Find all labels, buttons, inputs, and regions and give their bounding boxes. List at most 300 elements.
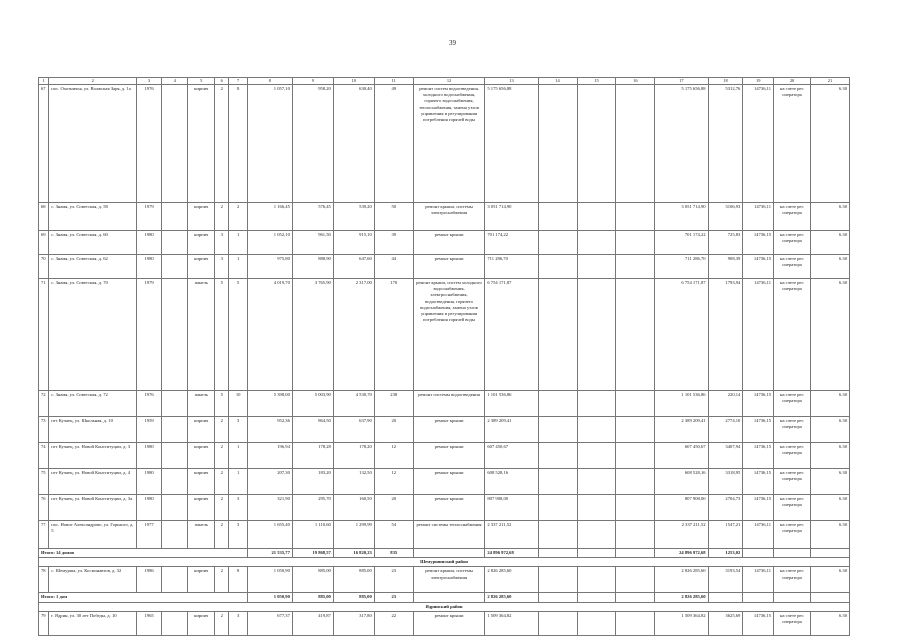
cell-fl: 2 (215, 567, 229, 593)
column-number: 11 (374, 78, 413, 85)
cell-c16 (616, 390, 655, 416)
column-number: 8 (247, 78, 292, 85)
empty-cell (538, 548, 577, 557)
empty-cell (577, 548, 616, 557)
cell-c15 (577, 611, 616, 635)
cell-acc: на счете рег. оператора (774, 494, 811, 520)
cell-lim: 14736,15 (743, 230, 774, 254)
cell-acc: на счете рег. оператора (774, 416, 811, 442)
cell-res: 44 (374, 254, 413, 278)
cell-cost: 1 509 364,82 (485, 611, 538, 635)
cell-spec: 2704,73 (708, 494, 743, 520)
cell-c14 (538, 468, 577, 494)
cell-no: 73 (39, 416, 49, 442)
cell-c15 (577, 520, 616, 548)
column-number: 3 (137, 78, 162, 85)
cell-year: 1977 (137, 520, 162, 548)
cell-a1: 207,30 (247, 468, 292, 494)
empty-cell (616, 548, 655, 557)
cell-c15 (577, 254, 616, 278)
cell-c4 (161, 494, 188, 520)
cell-addr: пос. Новое Александрово, ул. Горького, д. 5 (49, 520, 137, 548)
house-row (39, 230, 850, 254)
cell-mat: кирпич (188, 494, 215, 520)
house-row (39, 611, 850, 635)
total-a1: 21 535,77 (247, 548, 292, 557)
cell-spec: 3318,95 (708, 468, 743, 494)
column-number: 10 (333, 78, 374, 85)
cell-addr: с. Знамя, ул. Советская, д. 70 (49, 278, 137, 390)
cell-yr: 6.30 (810, 84, 849, 202)
cell-a3: 4 530,70 (333, 390, 374, 416)
total-a1: 1 050,90 (247, 593, 292, 602)
total-a3: 885,00 (333, 593, 374, 602)
cell-ent: 8 (229, 84, 247, 202)
cell-acc: на счете рег. оператора (774, 520, 811, 548)
cell-c14 (538, 494, 577, 520)
total-row (39, 593, 850, 602)
total-a2: 19 868,57 (292, 548, 333, 557)
cell-mat: кирпич (188, 84, 215, 202)
cell-ent: 1 (229, 442, 247, 468)
cell-res: 170 (374, 278, 413, 390)
cell-no: 67 (39, 84, 49, 202)
cell-acc: на счете рег. оператора (774, 230, 811, 254)
cell-fl: 2 (215, 494, 229, 520)
cell-c16 (616, 442, 655, 468)
column-number: 7 (229, 78, 247, 85)
district-name: Ядринский район (39, 602, 850, 611)
cell-no: 76 (39, 494, 49, 520)
cell-addr: с. Знамя, ул. Советская, д. 60 (49, 230, 137, 254)
cell-cost: 2 826 285,60 (485, 567, 538, 593)
cell-res: 54 (374, 520, 413, 548)
house-row (39, 468, 850, 494)
cell-a3: 915,10 (333, 230, 374, 254)
column-number: 18 (708, 78, 743, 85)
total-label: Итого: 14 домов (39, 548, 248, 557)
cell-fl: 3 (215, 230, 229, 254)
cell-c16 (616, 567, 655, 593)
cell-c15 (577, 494, 616, 520)
cell-a1: 952,36 (247, 416, 292, 442)
cell-addr: пгт Кузнец, ул. Школьная, д. 10 (49, 416, 137, 442)
column-number: 20 (774, 78, 811, 85)
cell-work: ремонт крыши, системы электроснабжения (413, 567, 485, 593)
cell-addr: пгт Кузнец, ул. Новой Конституции, д. 3а (49, 494, 137, 520)
total-total: 2 826 285,60 (655, 593, 708, 602)
cell-total: 807 908,00 (655, 494, 708, 520)
total-cost: 2 826 285,60 (485, 593, 538, 602)
total-a2: 885,00 (292, 593, 333, 602)
cell-a2: 183,20 (292, 468, 333, 494)
cell-a2: 885,00 (292, 567, 333, 593)
cell-c14 (538, 230, 577, 254)
column-number: 6 (215, 78, 229, 85)
cell-ent: 3 (229, 611, 247, 635)
cell-spec: 2774,10 (708, 416, 743, 442)
cell-c4 (161, 230, 188, 254)
cell-a3: 132,50 (333, 468, 374, 494)
cell-lim: 14736,15 (743, 416, 774, 442)
cell-a1: 4 019,70 (247, 278, 292, 390)
cell-cost: 2 389 209,41 (485, 416, 538, 442)
cell-no: 70 (39, 254, 49, 278)
cell-a1: 5 398,00 (247, 390, 292, 416)
cell-mat: кирпич (188, 230, 215, 254)
cell-a1: 1 057,10 (247, 84, 292, 202)
cell-total: 701 174,22 (655, 230, 708, 254)
cell-spec: 725,83 (708, 230, 743, 254)
cell-cost: 5 175 656,88 (485, 84, 538, 202)
cell-total: 608 528,16 (655, 468, 708, 494)
cell-year: 1979 (137, 278, 162, 390)
house-row (39, 84, 850, 202)
cell-a3: 178,20 (333, 442, 374, 468)
cell-cost: 3 051 714,90 (485, 202, 538, 230)
cell-a3: 539,20 (333, 202, 374, 230)
column-number: 2 (49, 78, 137, 85)
cell-res: 20 (374, 494, 413, 520)
cell-c14 (538, 416, 577, 442)
cell-c16 (616, 520, 655, 548)
cell-yr: 6.30 (810, 611, 849, 635)
cell-c4 (161, 202, 188, 230)
cell-fl: 2 (215, 416, 229, 442)
cell-c15 (577, 84, 616, 202)
cell-a2: 864,50 (292, 416, 333, 442)
cell-cost: 2 337 211,52 (485, 520, 538, 548)
district-header-row (39, 558, 850, 567)
house-row (39, 567, 850, 593)
cell-mat: кирпич (188, 202, 215, 230)
cell-c14 (538, 390, 577, 416)
cell-spec: 3407,94 (708, 442, 743, 468)
empty-cell (577, 593, 616, 602)
district-name: Шемуршинский район (39, 558, 850, 567)
cell-c16 (616, 468, 655, 494)
cell-addr: с. Знамя, ул. Советская, д. 62 (49, 254, 137, 278)
cell-c4 (161, 442, 188, 468)
cell-a1: 975,80 (247, 254, 292, 278)
cell-no: 79 (39, 611, 49, 635)
cell-spec: 5312,76 (708, 84, 743, 202)
cell-total: 2 337 211,52 (655, 520, 708, 548)
column-number: 13 (485, 78, 538, 85)
column-number: 15 (577, 78, 616, 85)
cell-a2: 961,50 (292, 230, 333, 254)
cell-c14 (538, 254, 577, 278)
cell-spec: 1547,21 (708, 520, 743, 548)
cell-work: ремонт крыши (413, 230, 485, 254)
cell-acc: на счете рег. оператора (774, 84, 811, 202)
cell-res: 50 (374, 202, 413, 230)
cell-a3: 885,00 (333, 567, 374, 593)
cell-c15 (577, 442, 616, 468)
cell-lim: 14736,15 (743, 494, 774, 520)
cell-year: 1976 (137, 390, 162, 416)
cell-work: ремонт крыши (413, 442, 485, 468)
cell-no: 68 (39, 202, 49, 230)
cell-total: 3 051 714,90 (655, 202, 708, 230)
cell-res: 39 (374, 230, 413, 254)
cell-acc: на счете рег. оператора (774, 442, 811, 468)
cell-a1: 1 166,45 (247, 202, 292, 230)
cell-res: 23 (374, 567, 413, 593)
house-row (39, 202, 850, 230)
column-number-row (39, 78, 850, 85)
cell-ent: 10 (229, 390, 247, 416)
cell-yr: 6.30 (810, 494, 849, 520)
total-res: 23 (374, 593, 413, 602)
cell-fl: 5 (215, 278, 229, 390)
cell-yr: 6.30 (810, 278, 849, 390)
cell-c4 (161, 611, 188, 635)
cell-a2: 178,28 (292, 442, 333, 468)
cell-lim: 14736,11 (743, 202, 774, 230)
cell-mat: кирпич (188, 567, 215, 593)
cell-ent: 1 (229, 468, 247, 494)
cell-a2: 958,20 (292, 84, 333, 202)
cell-year: 1986 (137, 567, 162, 593)
cell-lim: 14736,15 (743, 468, 774, 494)
cell-c15 (577, 416, 616, 442)
cell-lim: 14736,11 (743, 278, 774, 390)
cell-addr: пгт Кузнец, ул. Новой Конституции, д. 4 (49, 468, 137, 494)
total-label: Итого: 1 дом (39, 593, 248, 602)
cell-a2: 576,45 (292, 202, 333, 230)
total-res: 835 (374, 548, 413, 557)
cell-c14 (538, 278, 577, 390)
house-row (39, 442, 850, 468)
cell-work: ремонт крыши, систем холодного водоснабжения, электроснабжения, водоотведения, горячего водоснабжения, замена узлов управления и регулирования потребления горячей воды (413, 278, 485, 390)
cell-a1: 1 655,40 (247, 520, 292, 548)
cell-a1: 196,94 (247, 442, 292, 468)
cell-addr: с. Знамя, ул. Советская, д. 58 (49, 202, 137, 230)
house-row (39, 254, 850, 278)
cell-c14 (538, 84, 577, 202)
cell-c14 (538, 611, 577, 635)
cell-c14 (538, 567, 577, 593)
cell-mat: панель (188, 278, 215, 390)
district-header-row (39, 602, 850, 611)
cell-work: ремонт крыши (413, 468, 485, 494)
cell-c15 (577, 230, 616, 254)
cell-c16 (616, 84, 655, 202)
cell-mat: панель (188, 390, 215, 416)
cell-total: 1 509 364,82 (655, 611, 708, 635)
cell-acc: на счете рег. оператора (774, 567, 811, 593)
cell-lim: 14736,15 (743, 442, 774, 468)
cell-yr: 6.30 (810, 520, 849, 548)
cell-c16 (616, 230, 655, 254)
cell-fl: 3 (215, 254, 229, 278)
cell-yr: 6.30 (810, 390, 849, 416)
cell-year: 1979 (137, 202, 162, 230)
cell-work: ремонт системы теплоснабжения (413, 520, 485, 548)
total-row (39, 548, 850, 557)
cell-c14 (538, 520, 577, 548)
cell-total: 5 175 656,88 (655, 84, 708, 202)
cell-spec: 3193,54 (708, 567, 743, 593)
cell-total: 2 826 285,60 (655, 567, 708, 593)
cell-lim: 14736,11 (743, 520, 774, 548)
cell-no: 75 (39, 468, 49, 494)
cell-acc: на счете рег. оператора (774, 202, 811, 230)
cell-work: ремонт системы водоотведения (413, 390, 485, 416)
empty-cell (413, 548, 485, 557)
cell-fl: 2 (215, 84, 229, 202)
empty-cell (810, 548, 849, 557)
cell-c15 (577, 390, 616, 416)
cell-res: 238 (374, 390, 413, 416)
cell-work: ремонт крыши (413, 416, 485, 442)
cell-fl: 2 (215, 611, 229, 635)
cell-a3: 647,60 (333, 254, 374, 278)
cell-ent: 5 (229, 278, 247, 390)
cell-fl: 2 (215, 202, 229, 230)
cell-yr: 6.30 (810, 567, 849, 593)
total-cost: 24 896 972,68 (485, 548, 538, 557)
cell-c16 (616, 416, 655, 442)
cell-a1: 321,90 (247, 494, 292, 520)
cell-c4 (161, 567, 188, 593)
cell-year: 1959 (137, 416, 162, 442)
cell-a3: 317,80 (333, 611, 374, 635)
cell-a3: 2 317,00 (333, 278, 374, 390)
cell-no: 69 (39, 230, 49, 254)
cell-yr: 6.30 (810, 230, 849, 254)
house-row (39, 494, 850, 520)
cell-year: 1980 (137, 442, 162, 468)
cell-cost: 807 908,00 (485, 494, 538, 520)
cell-res: 22 (374, 611, 413, 635)
cell-lim: 14736,15 (743, 611, 774, 635)
cell-c15 (577, 468, 616, 494)
cell-acc: на счете рег. оператора (774, 254, 811, 278)
cell-mat: кирпич (188, 254, 215, 278)
cell-ent: 3 (229, 494, 247, 520)
cell-c15 (577, 202, 616, 230)
cell-c14 (538, 442, 577, 468)
cell-work: ремонт крыши (413, 494, 485, 520)
cell-fl: 5 (215, 390, 229, 416)
cell-yr: 6.30 (810, 254, 849, 278)
cell-acc: на счете рег. оператора (774, 278, 811, 390)
cell-c16 (616, 611, 655, 635)
cell-a2: 295,70 (292, 494, 333, 520)
repair-program-table (38, 77, 850, 636)
cell-cost: 711 286,70 (485, 254, 538, 278)
cell-a2: 888,90 (292, 254, 333, 278)
cell-c4 (161, 416, 188, 442)
cell-no: 71 (39, 278, 49, 390)
cell-cost: 6 754 171,87 (485, 278, 538, 390)
cell-work: ремонт крыши, системы электроснабжения (413, 202, 485, 230)
cell-lim: 14736,15 (743, 254, 774, 278)
cell-acc: на счете рег. оператора (774, 468, 811, 494)
column-number: 16 (616, 78, 655, 85)
cell-addr: с. Знамя, ул. Советская, д. 72 (49, 390, 137, 416)
cell-addr: пгт Кузнец, ул. Новой Конституции, д. 3 (49, 442, 137, 468)
cell-c4 (161, 468, 188, 494)
cell-lim: 14736,11 (743, 567, 774, 593)
cell-lim: 14736,11 (743, 84, 774, 202)
cell-res: 12 (374, 442, 413, 468)
cell-cost: 701 174,22 (485, 230, 538, 254)
cell-a2: 419,87 (292, 611, 333, 635)
cell-c4 (161, 84, 188, 202)
house-row (39, 416, 850, 442)
cell-no: 74 (39, 442, 49, 468)
cell-year: 1980 (137, 494, 162, 520)
cell-addr: пос. Охотничья, ул. Волжская Заря, д. 1а (49, 84, 137, 202)
cell-mat: панель (188, 520, 215, 548)
cell-mat: кирпич (188, 442, 215, 468)
cell-spec: 3625,69 (708, 611, 743, 635)
cell-spec: 220,14 (708, 390, 743, 416)
cell-c4 (161, 390, 188, 416)
cell-c15 (577, 278, 616, 390)
empty-cell (616, 593, 655, 602)
cell-a1: 677,37 (247, 611, 292, 635)
empty-cell (743, 548, 774, 557)
cell-cost: 608 528,16 (485, 468, 538, 494)
cell-yr: 6.30 (810, 468, 849, 494)
cell-c4 (161, 254, 188, 278)
cell-res: 49 (374, 84, 413, 202)
cell-work: ремонт крыши (413, 611, 485, 635)
column-number: 9 (292, 78, 333, 85)
cell-c16 (616, 494, 655, 520)
column-number: 17 (655, 78, 708, 85)
cell-mat: кирпич (188, 611, 215, 635)
cell-fl: 2 (215, 520, 229, 548)
cell-no: 78 (39, 567, 49, 593)
cell-a2: 3 765,90 (292, 278, 333, 390)
total-total: 24 896 972,68 (655, 548, 708, 557)
cell-no: 77 (39, 520, 49, 548)
cell-ent: 3 (229, 416, 247, 442)
cell-addr: с. Шемурша, ул. Космонавтов, д. 32 (49, 567, 137, 593)
cell-acc: на счете рег. оператора (774, 390, 811, 416)
cell-no: 72 (39, 390, 49, 416)
cell-yr: 6.30 (810, 442, 849, 468)
cell-lim: 14736,15 (743, 390, 774, 416)
column-number: 19 (743, 78, 774, 85)
column-number: 14 (538, 78, 577, 85)
cell-c16 (616, 254, 655, 278)
empty-cell (538, 593, 577, 602)
cell-c4 (161, 278, 188, 390)
cell-c14 (538, 202, 577, 230)
column-number: 12 (413, 78, 485, 85)
cell-a1: 1 050,90 (247, 567, 292, 593)
cell-cost: 607 450,67 (485, 442, 538, 468)
cell-year: 1980 (137, 254, 162, 278)
cell-a2: 5 003,90 (292, 390, 333, 416)
cell-total: 711 286,70 (655, 254, 708, 278)
column-number: 1 (39, 78, 49, 85)
cell-year: 1980 (137, 230, 162, 254)
cell-addr: г. Ядрин, ул. 30 лет Победы, д. 10 (49, 611, 137, 635)
cell-ent: 3 (229, 520, 247, 548)
page-number: 39 (449, 39, 456, 47)
cell-mat: кирпич (188, 468, 215, 494)
cell-c16 (616, 278, 655, 390)
cell-res: 20 (374, 416, 413, 442)
empty-cell (810, 593, 849, 602)
